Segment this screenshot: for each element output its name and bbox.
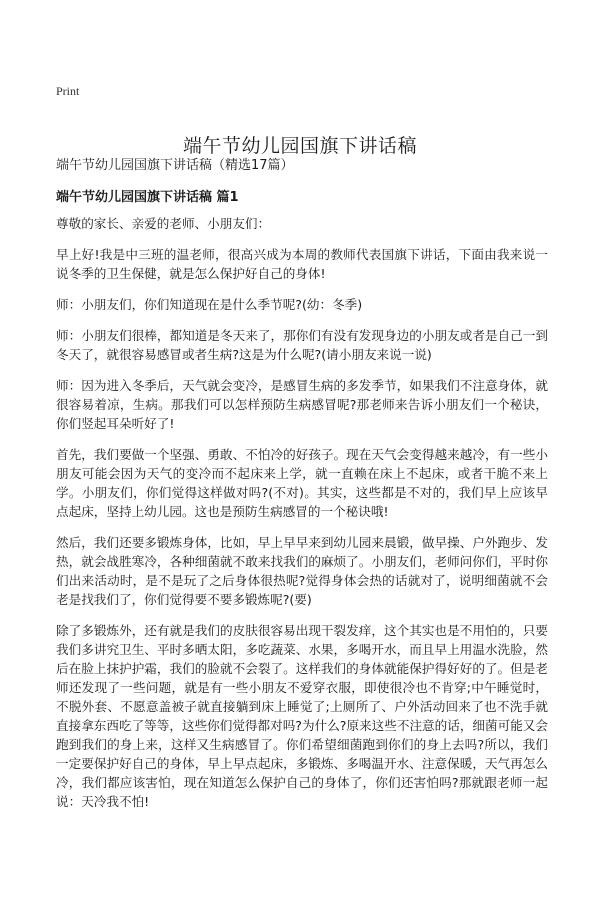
article-body bbox=[56, 214, 548, 823]
paragraph-question-sick: 师：小朋友们很棒，都知道是冬天来了，那你们有没有发现身边的小朋友或者是自己一到冬天了，就很容易感冒或者生病?这是为什么呢?(请小朋友来说一说) bbox=[56, 328, 548, 362]
paragraph-intro: 早上好!我是中三班的温老师，很高兴成为本周的教师代表国旗下讲话，下面由我来说一说冬季的卫生保健，就是怎么保护好自己的身体! bbox=[56, 247, 548, 281]
print-label: Print bbox=[56, 84, 80, 98]
document-title: 端午节幼儿园国旗下讲话稿 bbox=[182, 134, 417, 157]
paragraph-first: 首先，我们要做一个坚强、勇敢、不怕冷的好孩子。现在天气会变得越来越冷，有一些小朋友可能会因为天气的变冷而不起床来上学，就一直赖在床上不起床，或者干脆不来上学。小朋友们，你们觉得这样做对吗?(不对)。其实，这些都是不对的，我们早上应该早点起床，坚持上幼儿园。这也是预防生病感冒的一个秘诀哦! bbox=[56, 447, 548, 519]
document-subtitle: 端午节幼儿园国旗下讲话稿（精选17篇） bbox=[56, 158, 294, 173]
paragraph-reason: 师：因为进入冬季后，天气就会变冷，是感冒生病的多发季节，如果我们不注意身体，就很容易着凉，生病。那我们可以怎样预防生病感冒呢?那老师来告诉小朋友们一个秘诀，你们竖起耳朵听好了! bbox=[56, 378, 548, 431]
paragraph-exercise: 然后，我们还要多锻炼身体，比如，早上早早来到幼儿园来晨锻，做早操、户外跑步、发热，就会战胜寒冷，各种细菌就不敢来找我们的麻烦了。小朋友们，老师问你们，平时你们出来活动时，是不是玩了之后身体很热呢?觉得身体会热的话就对了，说明细菌就不会老是找我们了，你们觉得要不要多锻炼呢?(要) bbox=[56, 535, 548, 607]
paragraph-hygiene: 除了多锻炼外，还有就是我们的皮肤很容易出现干裂发痒，这个其实也是不用怕的，只要我们多讲究卫生、平时多晒太阳，多吃蔬菜、水果，多喝开水，而且早上用温水洗脸，然后在脸上抹护护霜，我们的脸就不会裂了。这样我们的身体就能保护得好好的了。但是老师还发现了一些问题，就是有一些小朋友不爱穿衣服，即使很冷也不肯穿;中午睡觉时，不脱外套、不愿意盖被子就直接躺到床上睡觉了;上厕所了、户外活动回来了也不洗手就直接拿东西吃了等等，这些你们觉得都对吗?为什么?原来这些不注意的话，细菌可能又会跑到我们的身上来，这样又生病感冒了。你们希望细菌跑到你们的身上去吗?所以，我们一定要保护好自己的身体，早上早点起床，多锻炼、多喝温开水、注意保暖，天气再怎么冷，我们都应该害怕，现在知道怎么保护自己的身体了，你们还害怕吗?那就跟老师一起说：天冷我不怕! bbox=[56, 623, 548, 809]
section-heading: 端午节幼儿园国旗下讲话稿 篇1 bbox=[56, 190, 239, 205]
paragraph-question-season: 师：小朋友们，你们知道现在是什么季节呢?(幼：冬季) bbox=[56, 297, 363, 312]
paragraph-greeting: 尊敬的家长、亲爱的老师、小朋友们： bbox=[56, 216, 271, 231]
